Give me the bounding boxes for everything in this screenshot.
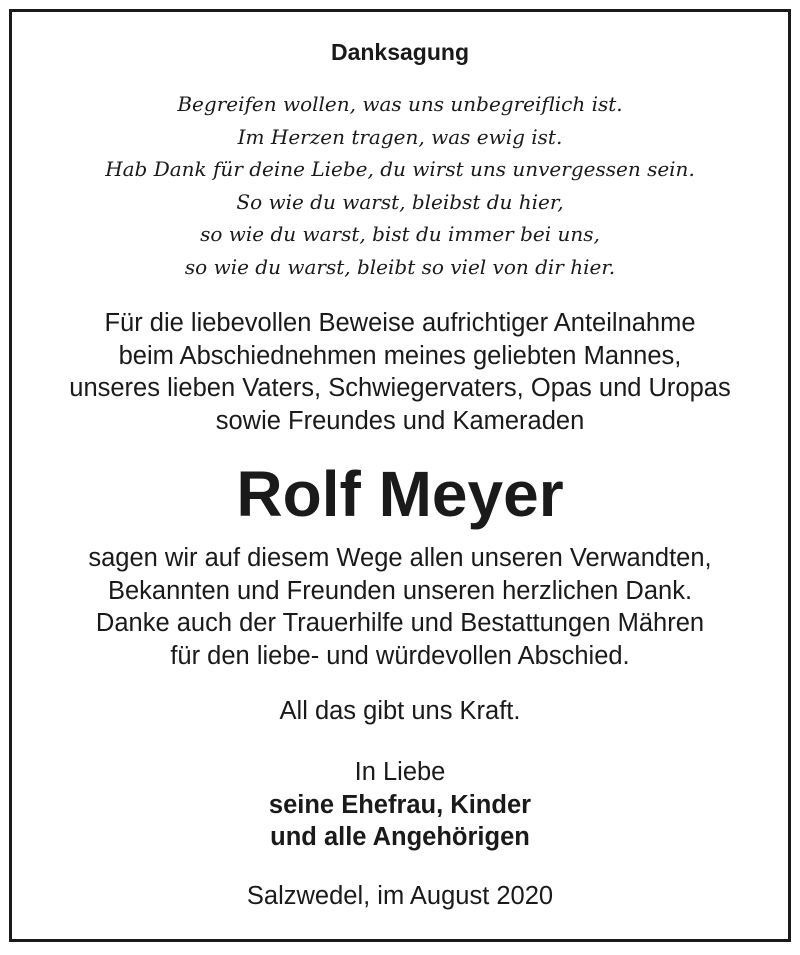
family-line: seine Ehefrau, Kinder: [268, 791, 532, 819]
thanks-line: sagen wir auf diesem Wege allen unseren Verwandten,: [88, 544, 712, 572]
strength-line: All das gibt uns Kraft.: [279, 697, 521, 725]
place-date: Salzwedel, im August 2020: [246, 882, 554, 910]
poem-line: Im Herzen tragen, was ewig ist.: [237, 124, 563, 149]
thanks-line: Bekannten und Freunden unseren herzlichen Dank.: [107, 576, 693, 605]
intro-line: Für die liebevollen Beweise aufrichtiger Anteilnahme: [104, 309, 696, 337]
deceased-name: Rolf Meyer: [236, 458, 564, 530]
thanks-line: für den liebe- und würdevollen Abschied.: [170, 641, 630, 670]
poem: [0, 88, 800, 283]
poem-line: Begreifen wollen, was uns unbegreiflich ist.: [177, 92, 623, 116]
thanks-line: Danke auch der Trauerhilfe und Bestattungen Mähren: [95, 609, 705, 637]
poem-line: so wie du warst, bist du immer bei uns,: [200, 222, 600, 246]
intro-paragraph: [0, 307, 800, 437]
greeting-line: In Liebe: [354, 758, 446, 786]
intro-line: unseres lieben Vaters, Schwiegervaters, Opas und Uropas: [69, 374, 731, 402]
family-line: und alle Angehörigen: [270, 823, 530, 851]
family-signature: [0, 789, 800, 853]
poem-line: So wie du warst, bleibst du hier,: [236, 189, 564, 214]
intro-line: sowie Freundes und Kameraden: [215, 406, 585, 435]
thanks-paragraph: [0, 542, 800, 672]
intro-line: beim Abschiednehmen meines geliebten Mannes,: [118, 341, 682, 370]
notice-heading: Danksagung: [330, 39, 470, 65]
poem-line: Hab Dank für deine Liebe, du wirst uns unvergessen sein.: [105, 157, 695, 181]
poem-line: so wie du warst, bleibt so viel von dir hier.: [184, 254, 616, 279]
